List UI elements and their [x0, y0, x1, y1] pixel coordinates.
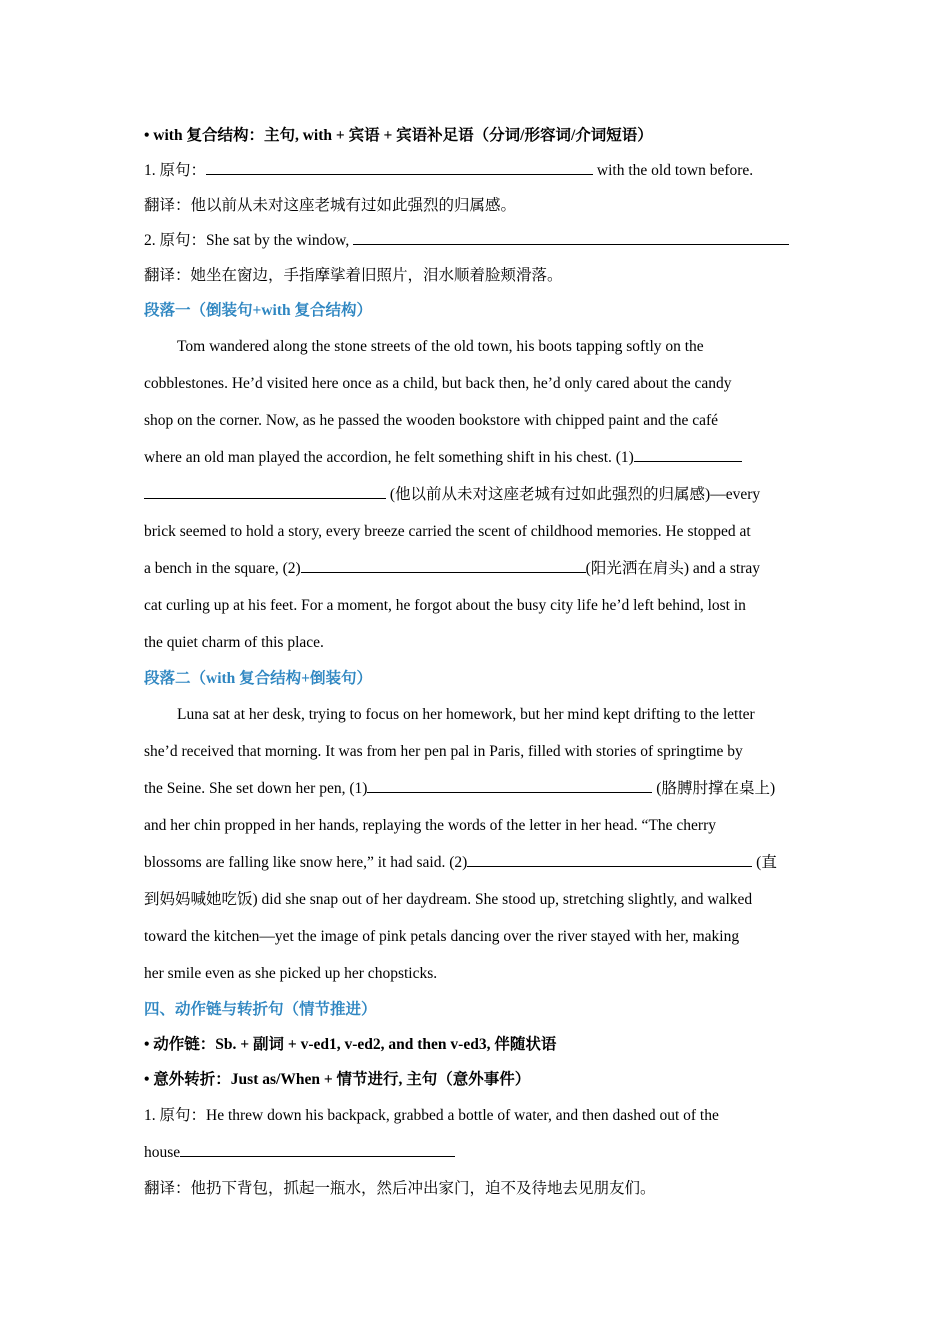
paragraph2-line-text: (胳膊肘撑在桌上) [652, 780, 776, 797]
paragraph1-line-text: a bench in the square, (2) [144, 560, 301, 577]
section4-item1-line [144, 1134, 808, 1171]
paragraph2-line-text: (直 [752, 854, 777, 871]
with-item1-suffix: with the old town before. [593, 162, 754, 179]
section4-heading: 四、动作链与转折句（情节推进） [144, 1001, 377, 1018]
paragraph2-line: and her chin propped in her hands, replaying the words of the letter in her head. “The cherry [144, 817, 716, 834]
with-item2-prefix: 2. 原句：She sat by the window, [144, 232, 354, 249]
paragraph2-line: 到妈妈喊她吃饭) did she snap out of her daydream. She stood up, stretching slightly, and walked [144, 891, 753, 908]
action-chain-bullet: • 动作链：Sb. + 副词 + v-ed1, v-ed2, and then v-ed3, 伴随状语 [144, 1036, 557, 1053]
with-structure-bullet: • with 复合结构：主句, with + 宾语 + 宾语补足语（分词/形容词/介词短语） [144, 127, 653, 144]
paragraph2-blank-1[interactable] [367, 778, 652, 793]
with-item2-blank[interactable] [353, 230, 789, 245]
paragraph1-line: Tom wandered along the stone streets of the old town, his boots tapping softly on the [177, 338, 704, 355]
paragraph1-line: cat curling up at his feet. For a moment, he forgot about the busy city life he’d left behind, lost in [144, 597, 746, 614]
section4-item1-line: 1. 原句：He threw down his backpack, grabbed a bottle of water, and then dashed out of the [144, 1107, 719, 1124]
paragraph2-line: her smile even as she picked up her chopsticks. [144, 965, 438, 982]
paragraph1-line: the quiet charm of this place. [144, 634, 324, 651]
section4-item1-translation: 翻译：他扔下背包，抓起一瓶水，然后冲出家门，迫不及待地去见朋友们。 [144, 1180, 656, 1197]
paragraph2-line-text: blossoms are falling like snow here,” it had said. (2) [144, 854, 468, 871]
paragraph1-line-text: (阳光洒在肩头) and a stray [585, 560, 761, 577]
paragraph1-line: cobblestones. He’d visited here once as a child, but back then, he’d only cared about the candy [144, 375, 732, 392]
with-item1-prefix: 1. 原句： [144, 162, 207, 179]
paragraph1-heading: 段落一（倒装句+with 复合结构） [144, 302, 372, 319]
paragraph2-blank-2[interactable] [467, 852, 752, 867]
paragraph1-blank-2[interactable] [301, 558, 586, 573]
paragraph2-line: she’d received that morning. It was from her pen pal in Paris, filled with stories of springtime by [144, 743, 743, 760]
with-item1-blank[interactable] [206, 160, 593, 175]
with-item2-translation: 翻译：她坐在窗边，手指摩挲着旧照片，泪水顺着脸颊滑落。 [144, 267, 563, 284]
with-item1-translation: 翻译：他以前从未对这座老城有过如此强烈的归属感。 [144, 197, 517, 214]
paragraph1-line-text: (他以前从未对这座老城有过如此强烈的归属感)—every [386, 486, 761, 503]
paragraph2-line [144, 844, 808, 881]
paragraph2-line: Luna sat at her desk, trying to focus on her homework, but her mind kept drifting to the letter [177, 706, 755, 723]
with-item1-sentence [144, 153, 808, 188]
paragraph1-line: brick seemed to hold a story, every breeze carried the scent of childhood memories. He stopped at [144, 523, 751, 540]
paragraph1-line: shop on the corner. Now, as he passed the wooden bookstore with chipped paint and the café [144, 412, 719, 429]
paragraph1-line [144, 476, 808, 513]
paragraph2-line-text: the Seine. She set down her pen, (1) [144, 780, 368, 797]
section4-item1-text: house [144, 1144, 181, 1161]
paragraph2-line: toward the kitchen—yet the image of pink petals dancing over the river stayed with her, making [144, 928, 740, 945]
paragraph1-blank-1b[interactable] [144, 484, 386, 499]
paragraph1-line [144, 439, 808, 476]
section4-item1-blank[interactable] [180, 1142, 455, 1157]
document-page [144, 118, 808, 1206]
paragraph2-heading: 段落二（with 复合结构+倒装句） [144, 670, 372, 687]
twist-bullet: • 意外转折：Just as/When + 情节进行, 主句（意外事件） [144, 1071, 531, 1088]
paragraph1-blank-1a[interactable] [634, 447, 742, 462]
paragraph1-line-text: where an old man played the accordion, he felt something shift in his chest. (1) [144, 449, 634, 466]
paragraph2-line [144, 770, 808, 807]
paragraph1-line [144, 550, 808, 587]
with-item2-sentence [144, 223, 808, 258]
